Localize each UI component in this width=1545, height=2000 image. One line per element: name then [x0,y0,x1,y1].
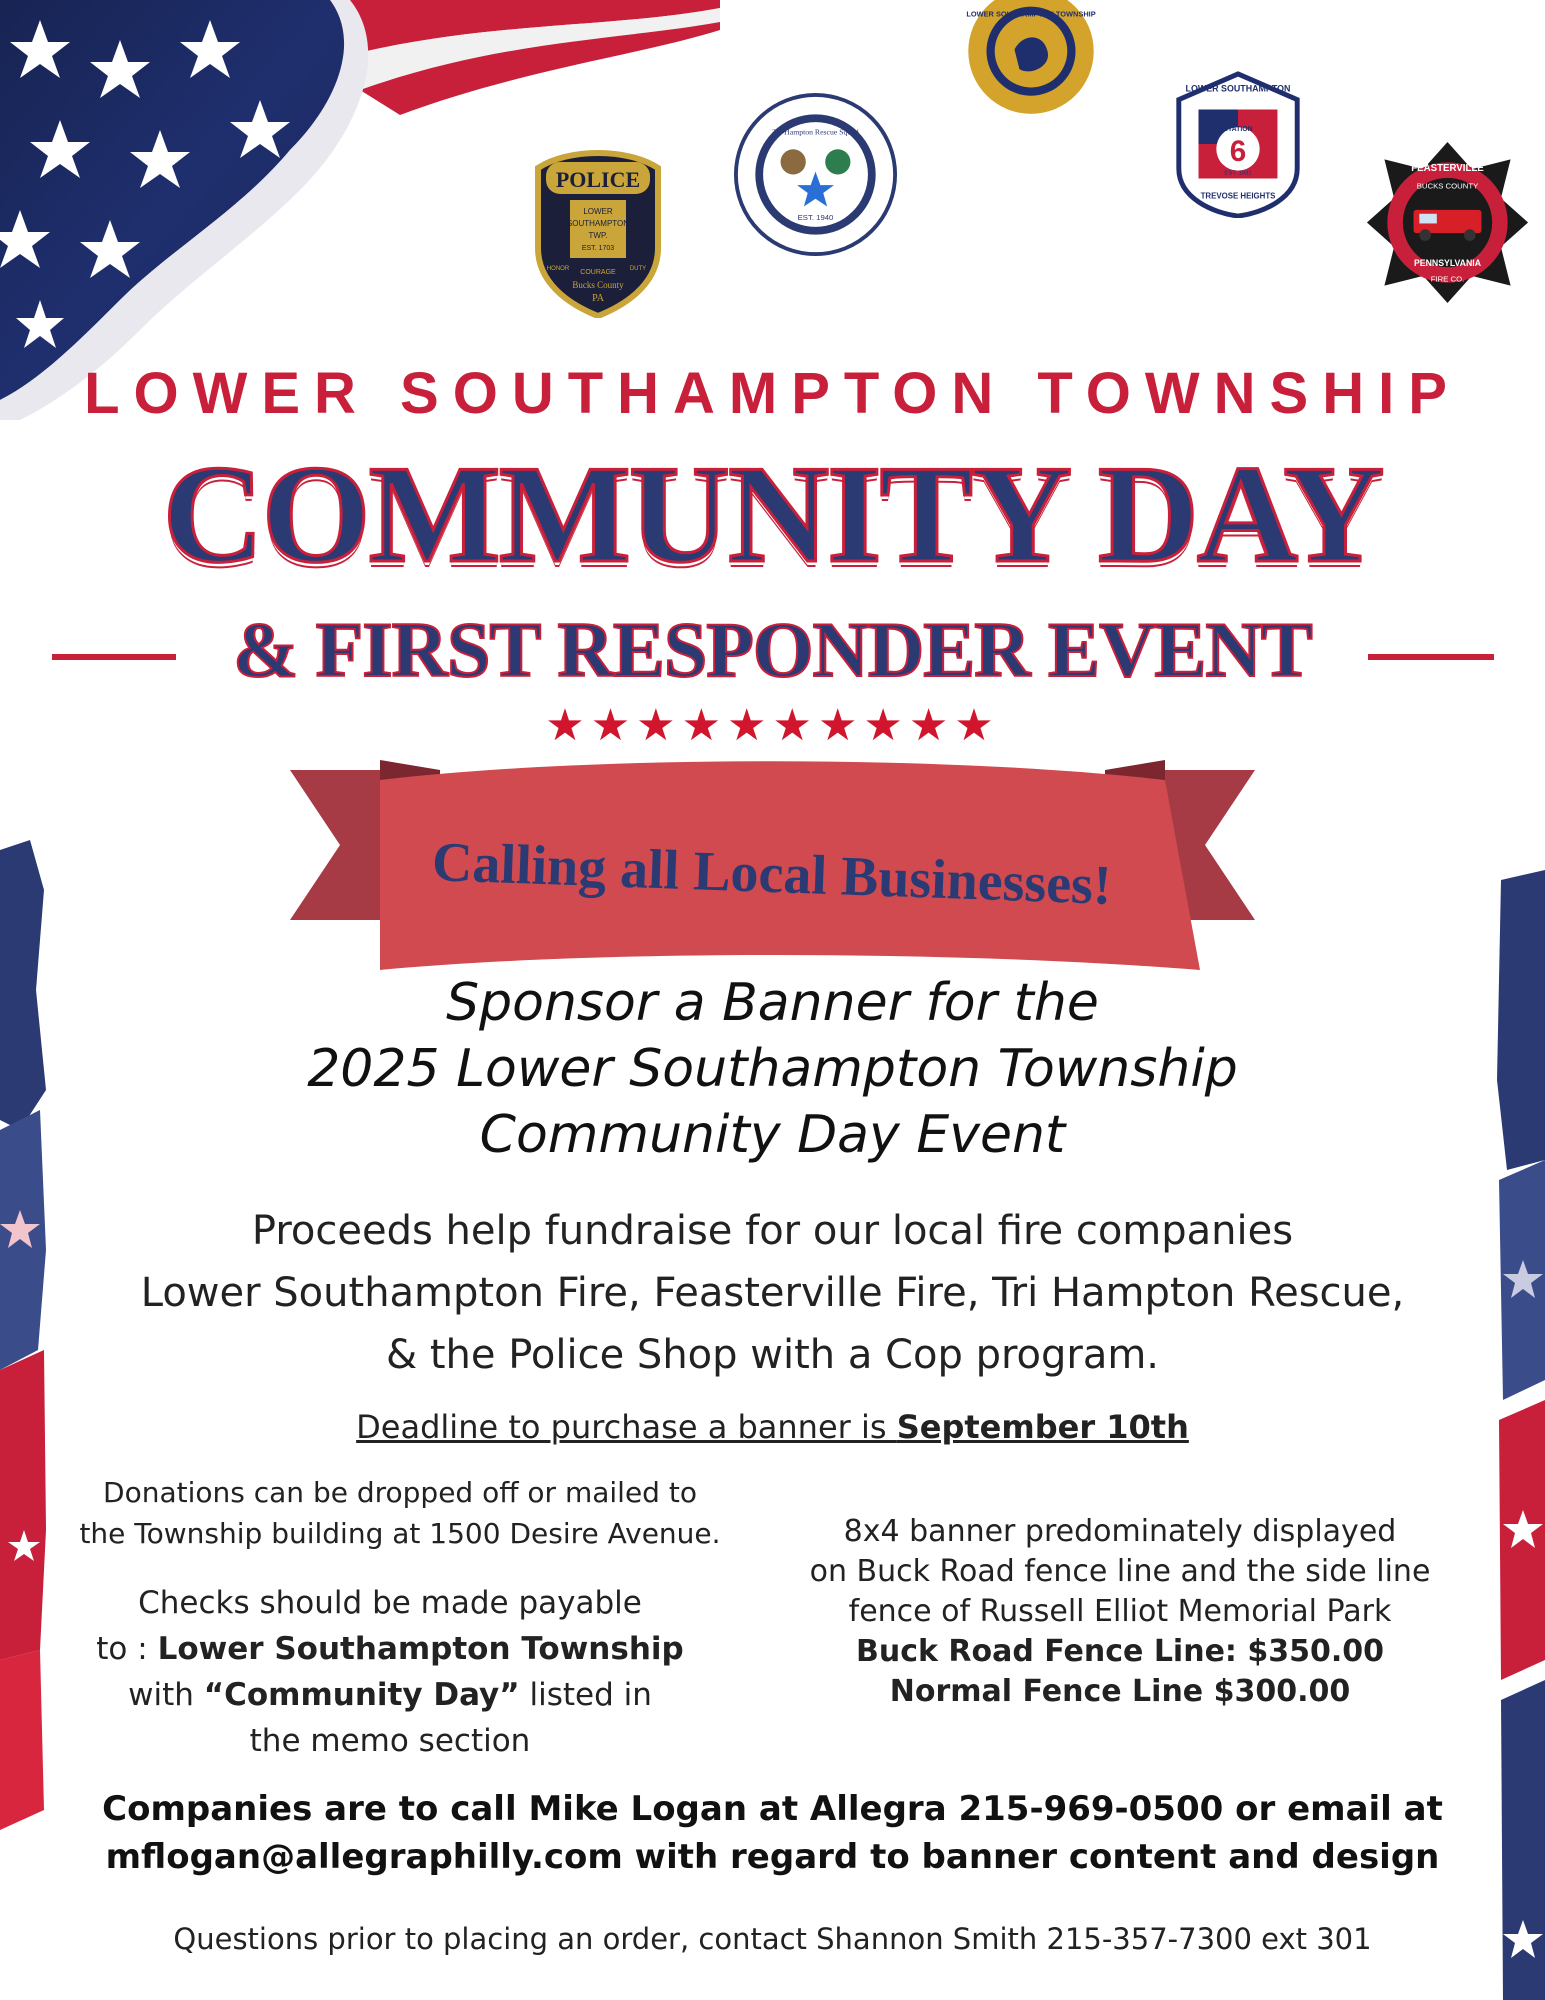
svg-text:FEASTERVILLE: FEASTERVILLE [1411,163,1484,175]
svg-text:DUTY: DUTY [629,266,647,272]
event-title: COMMUNITY DAY [162,437,1383,592]
svg-text:EST. 1940: EST. 1940 [797,213,834,223]
proceeds-line-2: Lower Southampton Fire, Feasterville Fire, Tri Hampton Rescue, [140,1270,1405,1316]
svg-text:6: 6 [1229,134,1247,168]
flag-strip-left [0,830,48,1830]
banner-line-1: 8x4 banner predominately displayed [843,1514,1397,1549]
svg-text:STATION: STATION [1223,126,1253,134]
station-6-badge-icon [1168,70,1308,218]
proceeds-line-3: & the Police Shop with a Cop program. [385,1332,1160,1378]
svg-text:LOWER SOUTHAMPTON TOWNSHIP: LOWER SOUTHAMPTON TOWNSHIP [966,9,1096,19]
deadline-notice [0,1408,1545,1446]
svg-text:BUCKS COUNTY: BUCKS COUNTY [1416,181,1479,191]
svg-text:HONOR: HONOR [546,266,570,272]
checks-info [85,1580,695,1764]
svg-text:FIRE CO.: FIRE CO. [1430,274,1465,284]
svg-text:SOUTHAMPTON: SOUTHAMPTON [566,219,630,228]
sponsor-heading [150,970,1395,1168]
donations-info [55,1472,745,1554]
price-normal: Normal Fence Line $300.00 [889,1674,1351,1709]
svg-text:TREVOSE HEIGHTS: TREVOSE HEIGHTS [1200,191,1276,201]
deadline-prefix: Deadline to purchase a banner is [356,1408,897,1446]
deadline-date: September 10th [896,1408,1189,1446]
banner-line-3: fence of Russell Elliot Memorial Park [848,1594,1392,1629]
checks-line-4: the memo section [249,1723,531,1759]
police-badge-icon [528,148,668,318]
banner-pricing-info [770,1512,1470,1712]
donations-line-2: the Township building at 1500 Desire Avenue. [79,1517,721,1550]
svg-text:1928: 1928 [1023,87,1039,95]
questions-contact: Questions prior to placing an order, contact Shannon Smith 215-357-7300 ext 301 [173,1922,1372,1956]
contact-line-1: Companies are to call Mike Logan at Allegra 215-969-0500 or email at [102,1789,1443,1829]
rescue-squad-seal-icon [733,92,898,257]
checks-line-2: to : Lower Southampton Township [96,1631,684,1667]
proceeds-line-1: Proceeds help fundraise for our local fire companies [251,1208,1294,1254]
svg-text:LOWER SOUTHAMPTON: LOWER SOUTHAMPTON [1185,83,1291,94]
svg-text:POLICE: POLICE [555,167,641,192]
price-buck-road: Buck Road Fence Line: $350.00 [855,1634,1385,1669]
sponsor-line-3: Community Day Event [479,1105,1066,1165]
svg-text:LOWER: LOWER [583,207,613,216]
banner-line-2: on Buck Road fence line and the side line [809,1554,1431,1589]
sponsor-line-1: Sponsor a Banner for the [446,973,1099,1033]
svg-text:TWP.: TWP. [588,231,608,240]
svg-text:Tri-Hampton Rescue Squad: Tri-Hampton Rescue Squad [772,127,859,137]
proceeds-paragraph [90,1200,1455,1386]
divider-right [1368,654,1494,660]
sponsor-line-2: 2025 Lower Southampton Township [307,1039,1238,1099]
calling-businesses-ribbon [290,760,1255,970]
stars-divider: ★★★★★★★★★★ [545,700,1000,751]
donations-line-1: Donations can be dropped off or mailed to [103,1476,697,1509]
ribbon-text: Calling all Local Businesses! [431,831,1113,917]
svg-text:PENNSYLVANIA: PENNSYLVANIA [1413,258,1482,269]
event-subtitle: & FIRST RESPONDER EVENT [233,606,1312,693]
svg-text:COURAGE: COURAGE [580,269,616,276]
checks-line-1: Checks should be made payable [138,1585,642,1621]
svg-text:Bucks County: Bucks County [572,280,624,290]
township-heading: LOWER SOUTHAMPTON TOWNSHIP [84,361,1461,426]
feasterville-fire-badge-icon [1365,140,1530,305]
svg-text:EST. 1703: EST. 1703 [581,245,615,252]
township-seal-icon [952,0,1110,132]
svg-text:EST. 1931: EST. 1931 [1224,170,1252,177]
contact-info [60,1785,1485,1881]
divider-left [52,654,176,660]
checks-line-3: with “Community Day” listed in [128,1677,652,1713]
svg-text:PA: PA [592,293,604,304]
contact-line-2: mflogan@allegraphilly.com with regard to banner content and design [105,1837,1440,1877]
